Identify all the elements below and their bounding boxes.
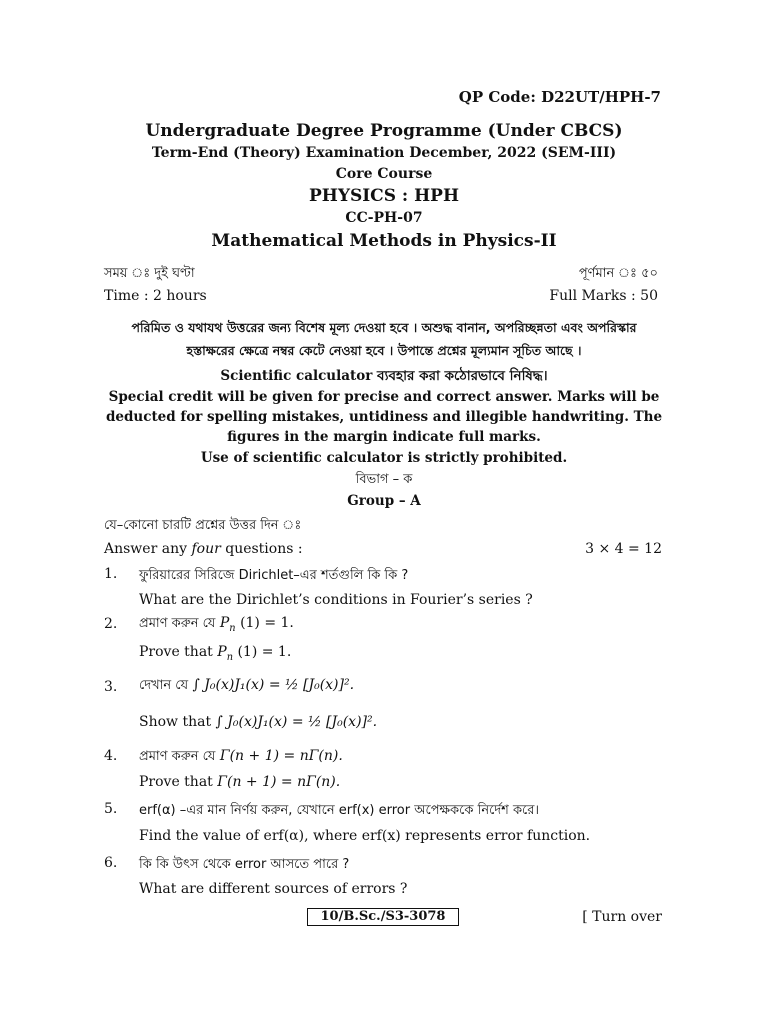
programme-title: Undergraduate Degree Programme (Under CBCS) [145, 121, 623, 141]
course-type: Core Course [335, 166, 433, 182]
question-6-en: What are different sources of errors ? [139, 881, 408, 897]
integral-formula: ∫ J₀(x)J₁(x) = ½ [J₀(x)]². [192, 677, 355, 693]
instruction-en-calc: Use of scientific calculator is strictly prohibited. [200, 450, 568, 466]
time-en: Time : 2 hours [104, 288, 207, 304]
question-3-en-prefix: Show that [139, 714, 212, 730]
question-4-en-prefix: Prove that [139, 774, 213, 790]
instruction-en-line1: Special credit will be given for precise and correct answer. Marks will be [108, 389, 660, 405]
formula-subscript: n [229, 622, 236, 634]
question-3-bn-prefix: দেখান যে [139, 678, 189, 693]
question-4-bn [139, 747, 343, 768]
group-instruction-bn: যে–কোনো চারটি প্রশ্নের উত্তর দিন ঃ [104, 518, 302, 533]
question-number: 5. [104, 801, 118, 817]
question-2-en-prefix: Prove that [139, 644, 213, 660]
question-number: 2. [104, 616, 118, 632]
group-title-bn: বিভাগ – ক [355, 472, 413, 487]
group-marks: 3 × 4 = 12 [585, 541, 662, 557]
subject-title: PHYSICS : HPH [308, 186, 460, 206]
question-5-en: Find the value of erf(α), where erf(x) represents error function. [139, 828, 591, 844]
instruction-en-line2: deducted for spelling mistakes, untidiness and illegible handwriting. The [105, 409, 663, 425]
integral-formula: ∫ J₀(x)J₁(x) = ½ [J₀(x)]². [215, 714, 378, 730]
paper-serial-code: 10/B.Sc./S3-3078 [307, 908, 459, 926]
instruction-bn-calc: Scientific calculator ব্যবহার করা কঠোরভাবে নিষিদ্ধ। [220, 368, 548, 384]
group-instruction-en [104, 541, 303, 557]
gamma-formula: Γ(n + 1) = nΓ(n). [219, 748, 343, 764]
question-2-bn [139, 614, 294, 635]
paper-title: Mathematical Methods in Physics-II [211, 231, 557, 251]
paper-code: CC-PH-07 [345, 210, 423, 226]
formula-subscript: n [226, 651, 233, 663]
formula-symbol: P [219, 615, 230, 631]
question-5-bn: erf(α) –এর মান নির্ণয় করুন, যেখানে erf(x) error অপেক্ষককে নির্দেশ করে। [139, 803, 540, 818]
gamma-formula: Γ(n + 1) = nΓ(n). [217, 774, 341, 790]
question-2-bn-prefix: প্রমাণ করুন যে [139, 616, 216, 631]
formula-symbol: P [217, 644, 227, 660]
question-number: 4. [104, 748, 118, 764]
question-3-bn [139, 676, 354, 697]
group-title-en: Group – A [347, 493, 421, 509]
instruction-en-pre: Answer any [104, 541, 192, 557]
exam-title: Term-End (Theory) Examination December, 2022 (SEM-III) [151, 145, 617, 161]
question-4-bn-prefix: প্রমাণ করুন যে [139, 749, 216, 764]
qp-code: QP Code: D22UT/HPH-7 [458, 88, 661, 106]
marks-en: Full Marks : 50 [549, 288, 658, 304]
question-number: 3. [104, 679, 118, 695]
question-1-en: What are the Dirichlet’s conditions in Fourier’s series ? [139, 592, 533, 608]
question-6-bn: কি কি উৎস থেকে error আসতে পারে ? [139, 857, 350, 872]
turn-over-label: [ Turn over [582, 909, 662, 925]
instruction-en-post: questions : [220, 541, 303, 557]
instruction-en-line3: figures in the margin indicate full marks. [227, 429, 541, 445]
marks-bn: পূর্ণমান ঃ ৫০ [578, 266, 658, 281]
question-number: 1. [104, 566, 118, 582]
instruction-bn-line1: পরিমিত ও যথাযথ উত্তরের জন্য বিশেষ মূল্য দেওয়া হবে । অশুদ্ধ বানান, অপরিচ্ছন্নতা এবং অপরিস্কার [131, 320, 637, 335]
question-3-en [139, 714, 377, 730]
formula-rest: (1) = 1. [240, 615, 294, 631]
question-number: 6. [104, 855, 118, 871]
question-1-bn: ফুরিয়ারের সিরিজে Dirichlet–এর শর্তগুলি কি কি ? [139, 568, 409, 583]
time-bn: সময় ঃ দুই ঘণ্টা [104, 266, 195, 281]
instruction-en-emphasis: four [191, 541, 221, 557]
instruction-bn-line2: হস্তাক্ষরের ক্ষেত্রে নম্বর কেটে নেওয়া হবে । উপান্তে প্রশ্নের মূল্যমান সূচিত আছে । [186, 343, 582, 358]
question-4-en [139, 774, 340, 790]
question-2-en [139, 644, 291, 663]
formula-rest: (1) = 1. [237, 644, 292, 660]
